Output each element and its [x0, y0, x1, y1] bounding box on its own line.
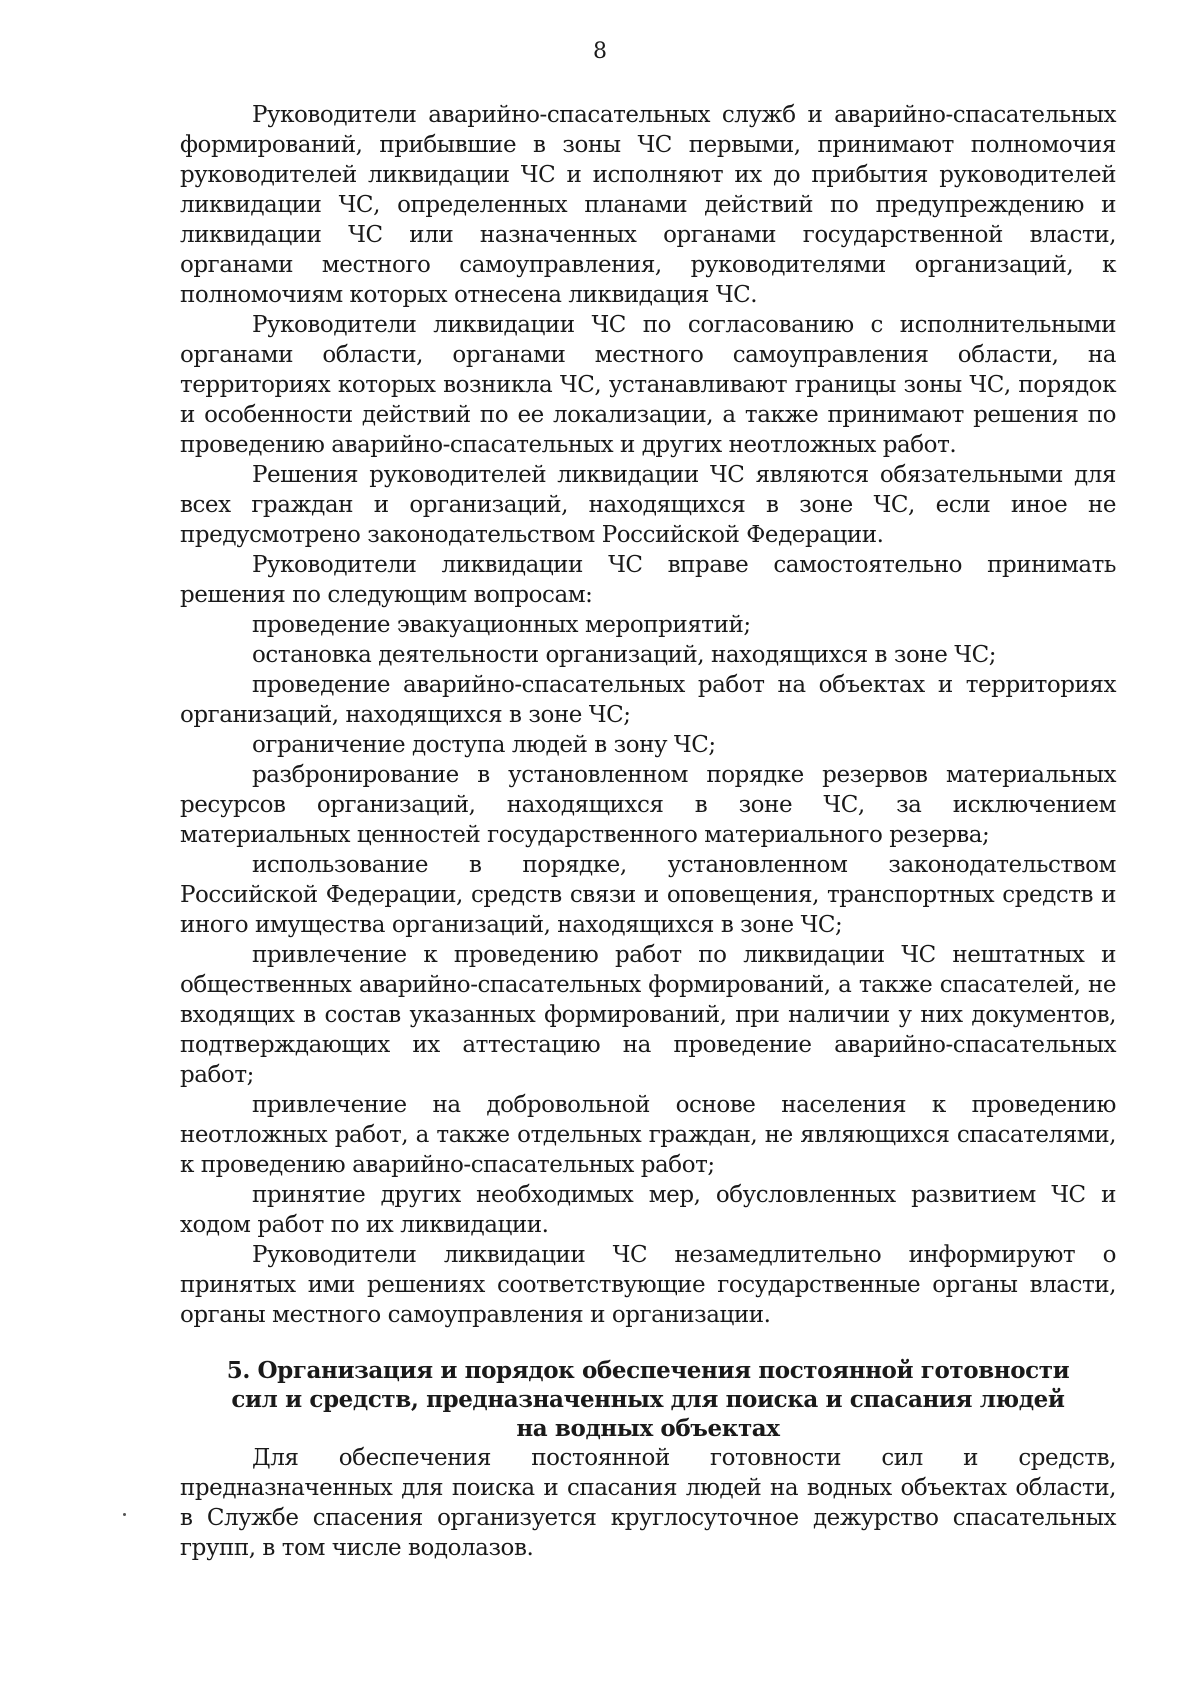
list-item: разбронирование в установленном порядке резервов материальных ресурсов организаций, находящихся в зоне ЧС, за исключением материальных ценностей государственного материального резерва;	[180, 762, 1116, 848]
section-title-line: сил и средств, предназначенных для поиска и спасания людей	[231, 1386, 1065, 1413]
paragraph: Руководители ликвидации ЧС вправе самостоятельно принимать решения по следующим вопросам:	[180, 552, 1116, 608]
list-item: остановка деятельности организаций, находящихся в зоне ЧС;	[252, 642, 997, 668]
page-number: 8	[593, 39, 607, 64]
section-title-line: 5. Организация и порядок обеспечения постоянной готовности	[226, 1357, 1070, 1384]
paragraph: Руководители аварийно-спасательных служб и аварийно-спасательных формирований, прибывшие в зоны ЧС первыми, принимают полномочия руководителей ликвидации ЧС и исполняют их до прибытия руководителей ликвидации ЧС, определенных планами действий по предупреждению и ликвидации ЧС или назначенных органами государственной власти, органами местного самоуправления, руководителями организаций, к полномочиям которых отнесена ликвидация ЧС.	[180, 102, 1116, 308]
list-item: проведение эвакуационных мероприятий;	[252, 612, 751, 638]
section-paragraph: Для обеспечения постоянной готовности сил и средств, предназначенных для поиска и спасания людей на водных объектах области, в Службе спасения организуется круглосуточное дежурство спасательных групп, в том числе водолазов.	[180, 1445, 1116, 1561]
section-title	[180, 1356, 1116, 1443]
list-item: привлечение на добровольной основе населения к проведению неотложных работ, а также отдельных граждан, не являющихся спасателями, к проведению аварийно-спасательных работ;	[180, 1092, 1116, 1178]
list-item: принятие других необходимых мер, обусловленных развитием ЧС и ходом работ по их ликвидации.	[180, 1182, 1116, 1238]
document-body	[180, 100, 1116, 1563]
list-item: привлечение к проведению работ по ликвидации ЧС нештатных и общественных аварийно-спасательных формирований, а также спасателей, не входящих в состав указанных формирований, при наличии у них документов, подтверждающих их аттестацию на проведение аварийно-спасательных работ;	[180, 942, 1116, 1088]
scan-speck	[123, 1513, 126, 1516]
paragraph: Руководители ликвидации ЧС по согласованию с исполнительными органами области, органами местного самоуправления области, на территориях которых возникла ЧС, устанавливают границы зоны ЧС, порядок и особенности действий по ее локализации, а также принимают решения по проведению аварийно-спасательных и других неотложных работ.	[180, 312, 1116, 458]
paragraph: Решения руководителей ликвидации ЧС являются обязательными для всех граждан и организаций, находящихся в зоне ЧС, если иное не предусмотрено законодательством Российской Федерации.	[180, 462, 1116, 548]
list-item: ограничение доступа людей в зону ЧС;	[252, 732, 716, 758]
section-title-line: на водных объектах	[516, 1415, 780, 1442]
list-item: проведение аварийно-спасательных работ на объектах и территориях организаций, находящихся в зоне ЧС;	[180, 672, 1116, 728]
paragraph: Руководители ликвидации ЧС незамедлительно информируют о принятых ими решениях соответствующие государственные органы власти, органы местного самоуправления и организации.	[180, 1242, 1116, 1328]
list-item: использование в порядке, установленном законодательством Российской Федерации, средств связи и оповещения, транспортных средств и иного имущества организаций, находящихся в зоне ЧС;	[180, 852, 1116, 938]
